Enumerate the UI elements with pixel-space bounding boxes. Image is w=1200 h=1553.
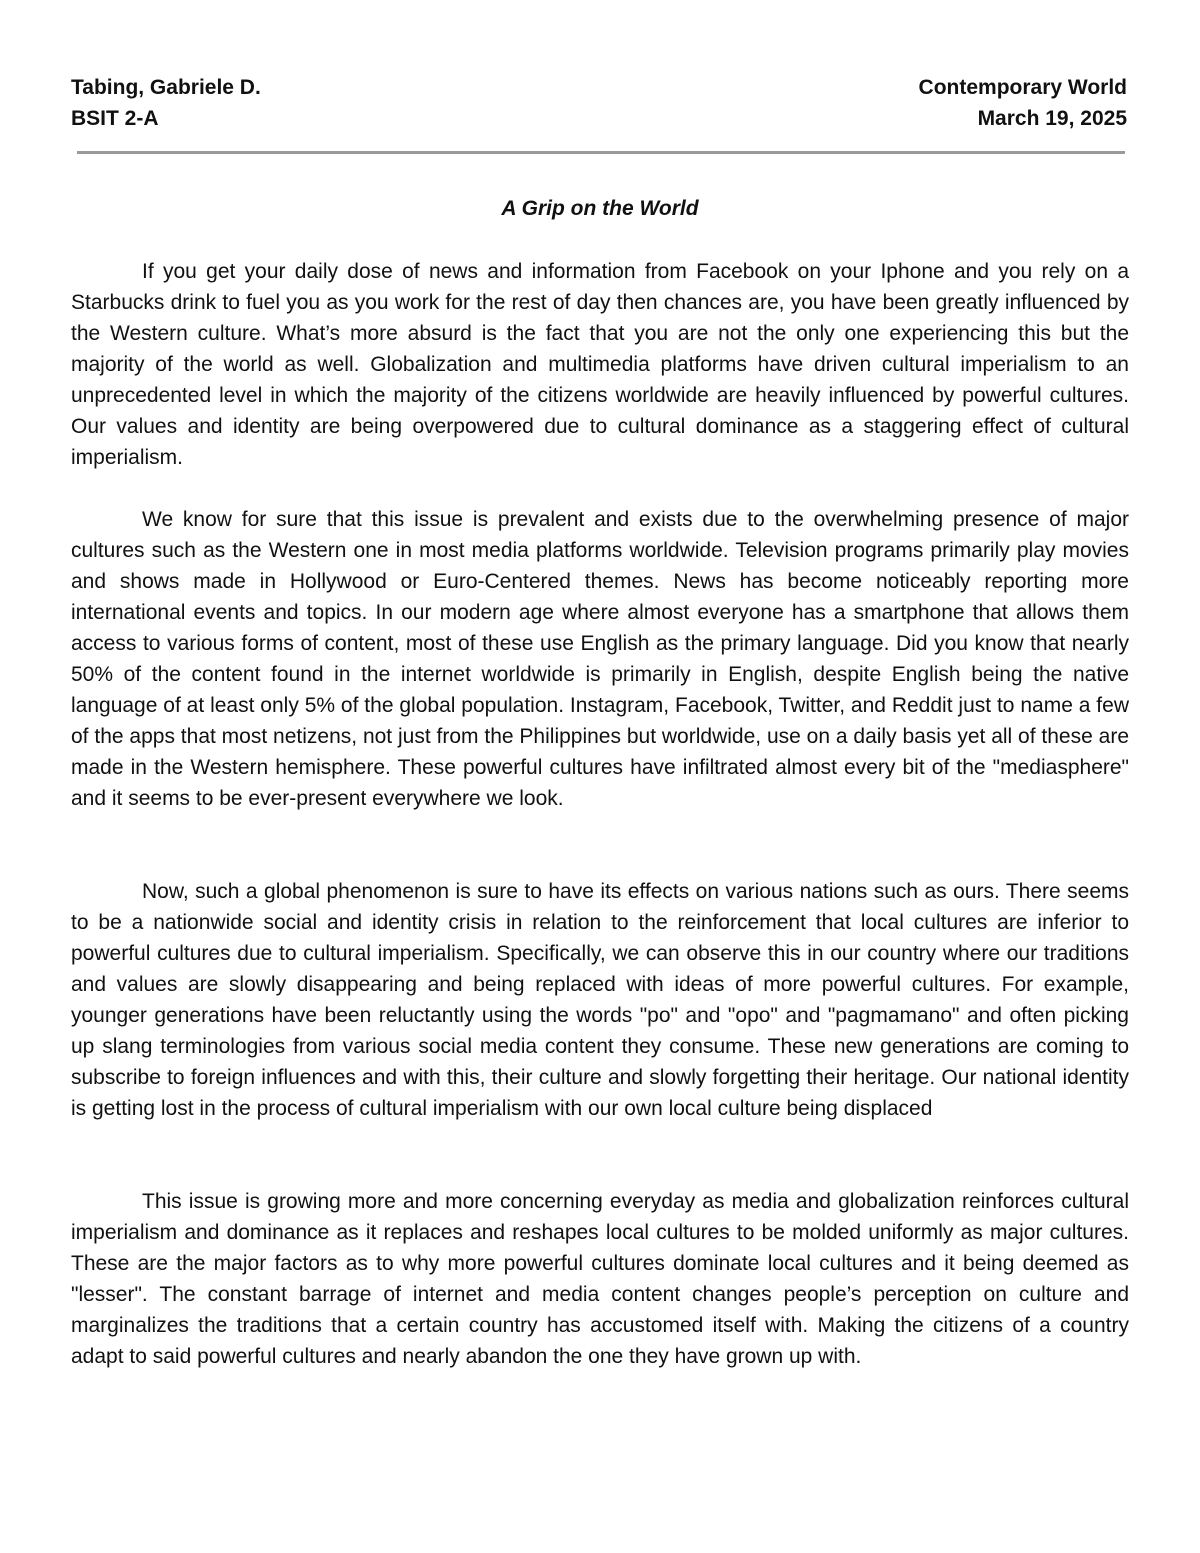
section-label: BSIT 2-A [71,107,159,130]
paragraph-1: If you get your daily dose of news and information from Facebook on your Iphone and you rely on a Starbucks drink to fuel you as you work for the rest of day then chances are, you have been greatly influenced by the Western culture. What’s more absurd is the fact that you are not the only one experiencing this but the majority of the world as well. Globalization and multimedia platforms have driven cultural imperialism to an unprecedented level in which the majority of the citizens worldwide are heavily influenced by powerful cultures. Our values and identity are being overpowered due to cultural dominance as a staggering effect of cultural imperialism. [71,260,1129,469]
header-divider [77,151,1125,154]
document-date: March 19, 2025 [977,107,1127,130]
paragraph-4: This issue is growing more and more concerning everyday as media and globalization reinforces cultural imperialism and dominance as it replaces and reshapes local cultures to be molded uniformly as major cultures. These are the major factors as to why more powerful cultures dominate local cultures and it being deemed as "lesser". The constant barrage of internet and media content changes people’s perception on culture and marginalizes the traditions that a certain country has accustomed itself with. Making the citizens of a country adapt to said powerful cultures and nearly abandon the one they have grown up with. [71,1190,1129,1368]
course-name: Contemporary World [918,76,1127,99]
essay-body [71,256,1129,1372]
header-row-1 [71,72,1127,103]
paragraph-2: We know for sure that this issue is prevalent and exists due to the overwhelming presence of major cultures such as the Western one in most media platforms worldwide. Television programs primarily play movies and shows made in Hollywood or Euro-Centered themes. News has become noticeably reporting more international events and topics. In our modern age where almost everyone has a smartphone that allows them access to various forms of content, most of these use English as the primary language. Did you know that nearly 50% of the content found in the internet worldwide is primarily in English, despite English being the native language of at least only 5% of the global population. Instagram, Facebook, Twitter, and Reddit just to name a few of the apps that most netizens, not just from the Philippines but worldwide, use on a daily basis yet all of these are made in the Western hemisphere. These powerful cultures have infiltrated almost every bit of the "mediasphere" and it seems to be ever-present everywhere we look. [71,508,1129,810]
document-header [71,72,1127,134]
paragraph-3: Now, such a global phenomenon is sure to have its effects on various nations such as ours. There seems to be a nationwide social and identity crisis in relation to the reinforcement that local cultures are inferior to powerful cultures due to cultural imperialism. Specifically, we can observe this in our country where our traditions and values are slowly disappearing and being replaced with ideas of more powerful cultures. For example, younger generations have been reluctantly using the words "po" and "opo" and "pagmamano" and often picking up slang terminologies from various social media content they consume. These new generations are coming to subscribe to foreign influences and with this, their culture and slowly forgetting their heritage. Our national identity is getting lost in the process of cultural imperialism with our own local culture being displaced [71,880,1129,1120]
author-name: Tabing, Gabriele D. [71,76,261,99]
essay-title: A Grip on the World [501,197,699,220]
header-row-2 [71,103,1127,134]
